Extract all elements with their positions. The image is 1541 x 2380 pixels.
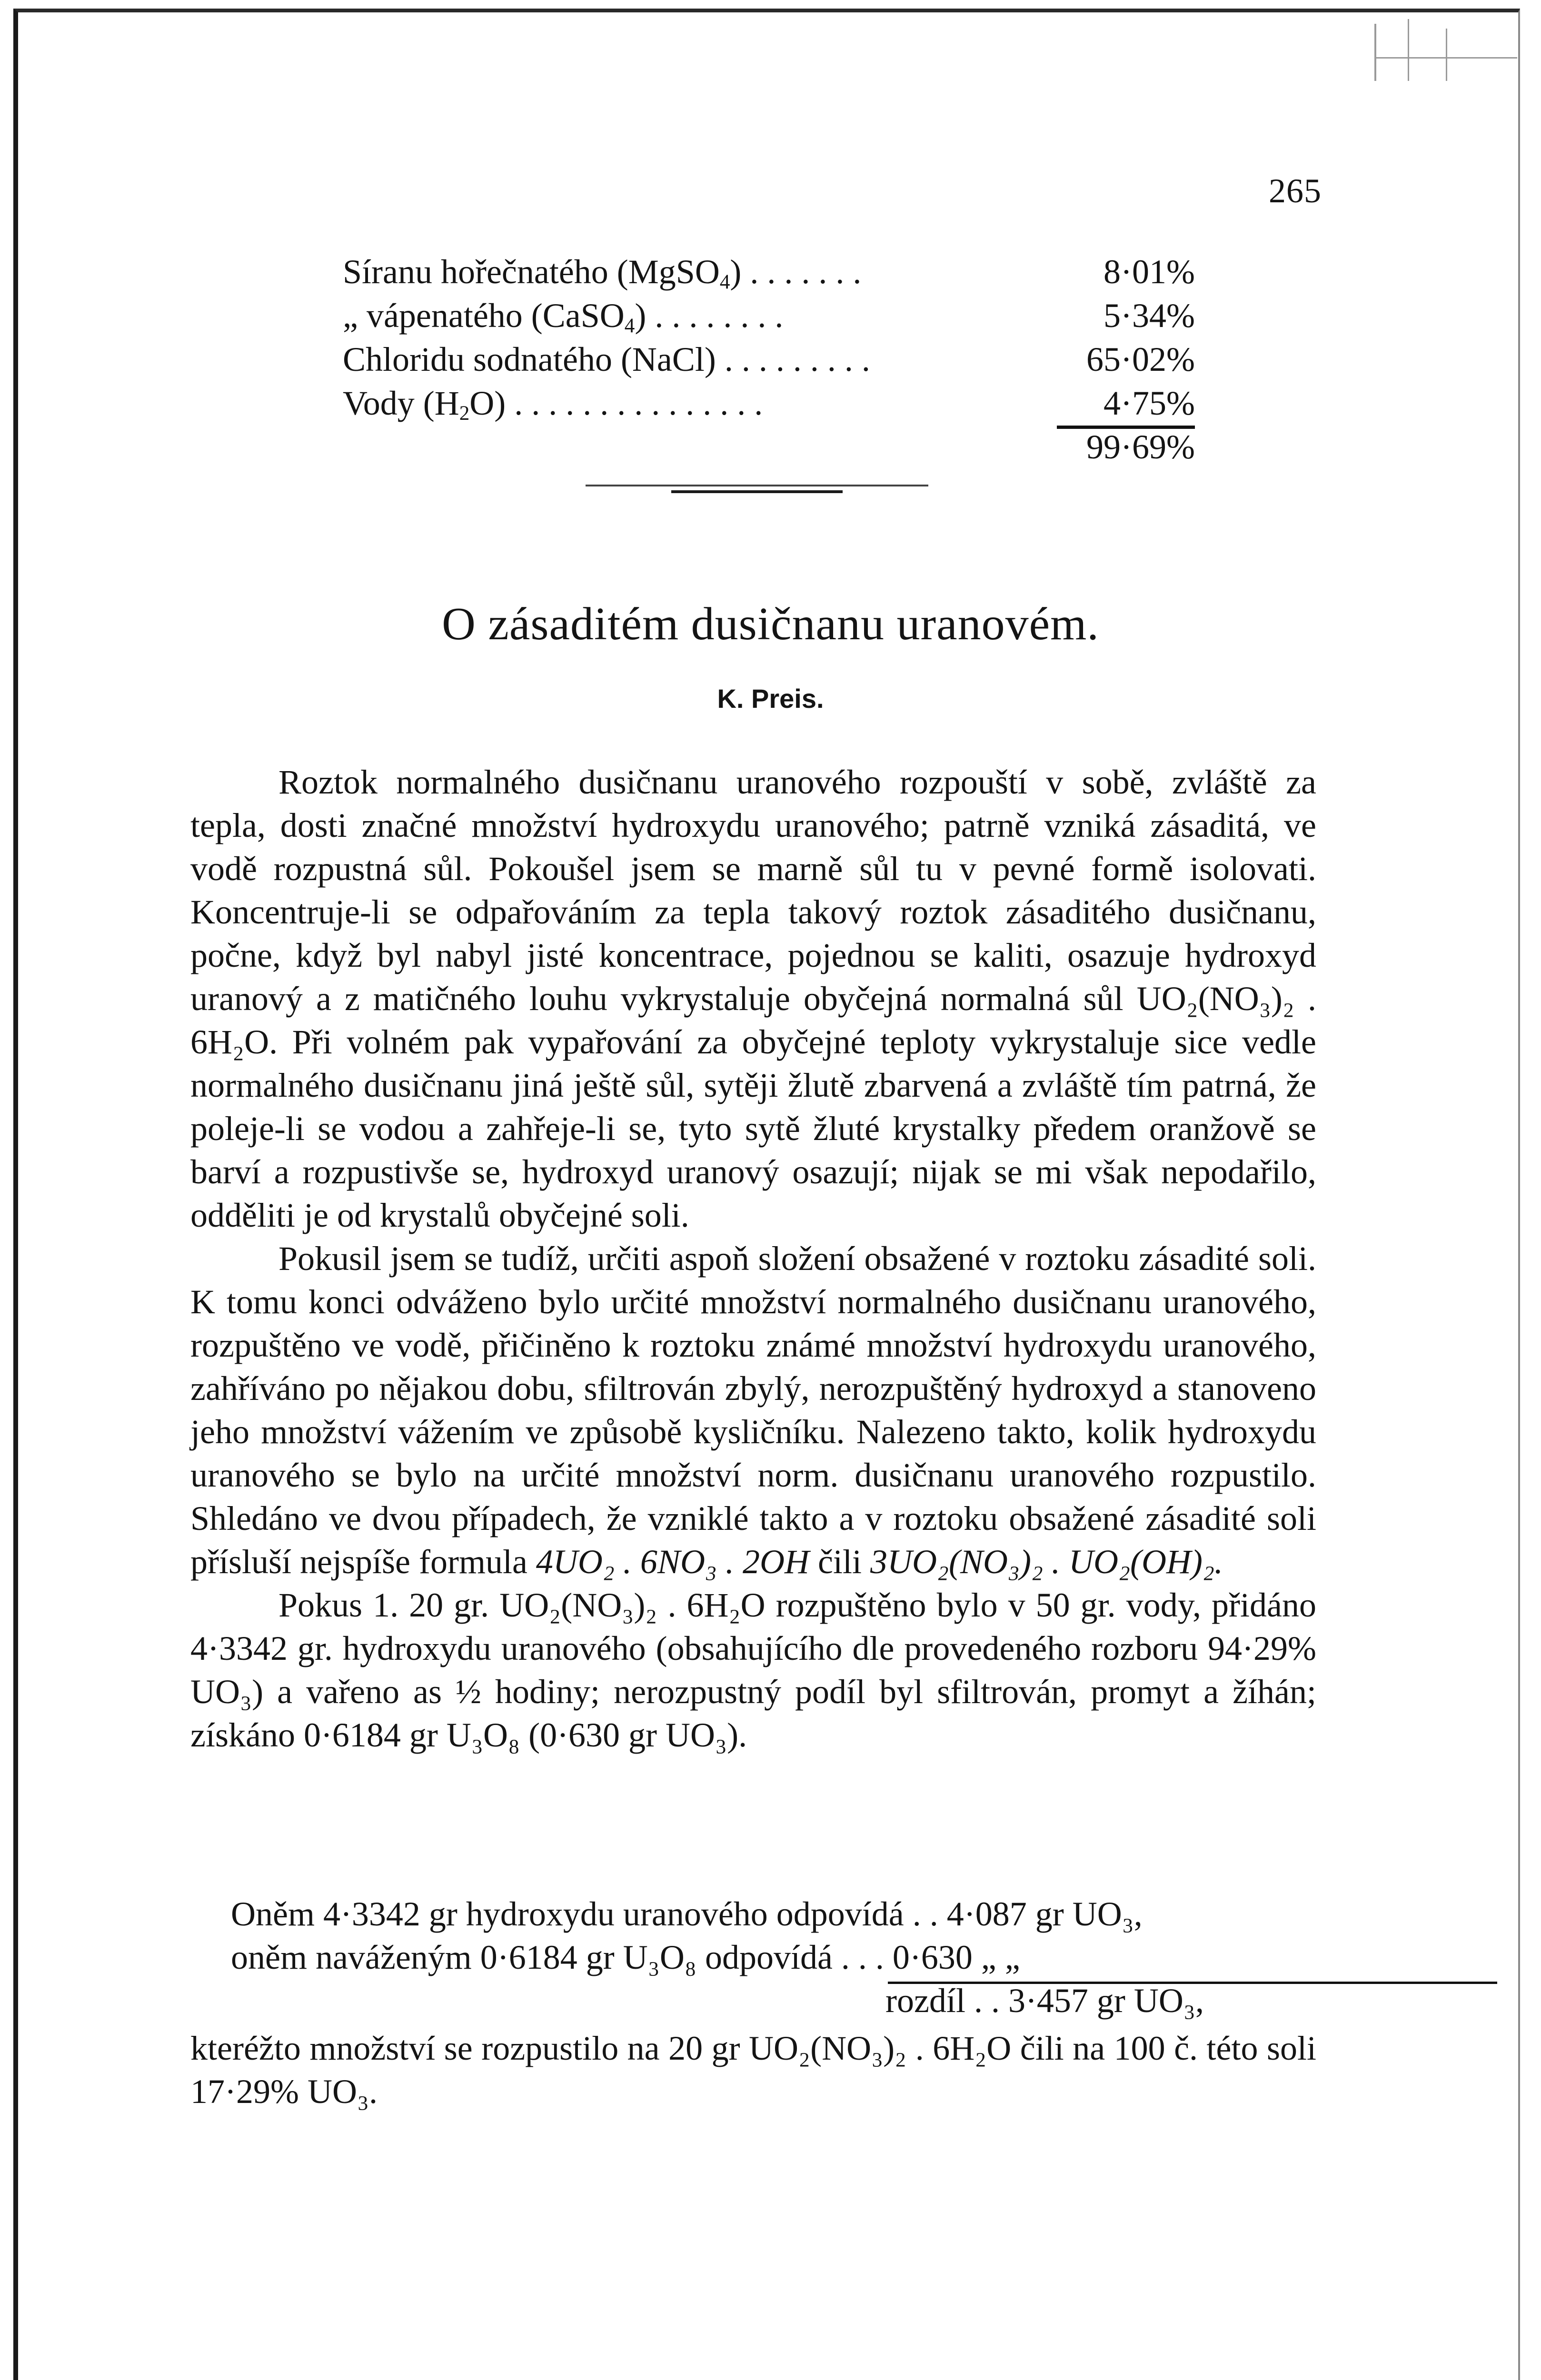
table-row-value: 4·75%	[1104, 384, 1195, 422]
article-title: O zásaditém dusičnanu uranovém.	[442, 598, 1099, 650]
table-row-label: Vody $(H_2O)$ . . . . . . . . . . . . . . .	[343, 384, 763, 425]
conclusion-paragraph: kteréžto množství se rozpustilo na 20 gr UO₂(NO₃)₂ . 6H₂O čili na 100 č. této soli 17·29% UO₃.	[190, 2029, 1316, 2111]
formula: 4UO₂ . 6NO₃ . 2OH	[536, 1543, 809, 1581]
calc-row: rozdíl . . 3·457 gr UO₃,	[885, 1982, 1204, 2020]
table-row-value: 65·02%	[1086, 340, 1195, 378]
article-body	[190, 761, 1316, 1757]
formula: 3UO₂(NO₃)₂ . UO₂(OH)₂.	[870, 1543, 1223, 1581]
table-row	[343, 340, 1195, 384]
corner-scan-marks	[1374, 10, 1517, 81]
paragraph: Pokus 1. 20 gr. UO₂(NO₃)₂ . 6H₂O rozpuštěno bylo v 50 gr. vody, přidáno 4·3342 gr. hydroxydu uranového (obsahujícího dle provedeného rozboru 94·29% UO₃) a vařeno as ½ hodiny; nerozpustný podíl byl sfiltrován, promyt a žíhán; získáno 0·6184 gr U₃O₈ (0·630 gr UO₃).	[190, 1586, 1316, 1754]
separator-rule	[671, 490, 843, 493]
paragraph: Roztok normalného dusičnanu uranového rozpouští v sobě, zvláště za tepla, dosti značné množství hydroxydu uranového; patrně vzniká zásaditá, ve vodě rozpustná sůl. Pokoušel jsem se marně sůl tu v pevné formě isolovati. Koncentruje-li se odpařováním za tepla takový roztok zásaditého dusičnanu, počne, když byl nabyl jisté koncentrace, pojednou se kaliti, osazuje hydroxyd uranový a z matičného louhu vykrystaluje obyčejná normalná sůl UO₂(NO₃)₂ . 6H₂O. Při volném pak vypařování za obyčejné teploty vykrystaluje sice vedle normalného dusičnanu jiná ještě sůl, sytěji žlutě zbarvená a zvláště tím patrná, že poleje-li se vodou a zahřeje-li se, tyto sytě žluté krystalky předem oranžově se barví a rozpustivše se, hydroxyd uranový osazují; nijak se mi však nepodařilo, odděliti je od krystalů obyčejné soli.	[190, 763, 1316, 1234]
article-author: K. Preis.	[717, 684, 824, 714]
paragraph: Pokusil jsem se tudíž, určiti aspoň složení obsažené v roztoku zásadité soli. K tomu konci odváženo bylo určité množství normalného dusičnanu uranového, rozpuštěno ve vodě, přičiněno k roztoku známé množství hydroxydu uranového, zahříváno po nějakou dobu, sfiltrován zbylý, nerozpuštěný hydroxyd a stanoveno jeho množství vážením ve způsobě kysličníku. Nalezeno takto, kolik hydroxydu uranového se bylo na určité množství norm. dusičnanu uranového rozpustilo. Shledáno ve dvou případech, že vzniklé takto a v roztoku obsažené zásadité soli přísluší nejspíše formula 4UO₂ . 6NO₃ . 2OH čili 3UO₂(NO₃)₂ . UO₂(OH)₂.	[190, 1240, 1316, 1581]
table-total: 99·69%	[1086, 428, 1195, 466]
separator-rule	[586, 485, 928, 486]
page-number: 265	[1269, 172, 1322, 210]
calculation-block	[190, 1894, 1316, 2023]
table-row	[343, 384, 1195, 427]
table-row-label: Chloridu sodnatého (NaCl) . . . . . . . . .	[343, 340, 870, 378]
table-row-label: Síranu hořečnatého (MgSO$_4$) . . . . . . .	[343, 253, 862, 293]
table-row-value: 5·34%	[1104, 297, 1195, 335]
table-total-row	[343, 427, 1195, 471]
composition-table	[343, 252, 1195, 471]
table-row-value: 8·01%	[1104, 253, 1195, 291]
calc-row: Oněm 4·3342 gr hydroxydu uranového odpovídá . . 4·087 gr UO₃,	[231, 1895, 1143, 1933]
table-row	[343, 296, 1195, 340]
table-row	[343, 252, 1195, 296]
calc-row: oněm naváženým 0·6184 gr U₃O₈ odpovídá . . . 0·630 „ „	[190, 1938, 1316, 1982]
table-row-label: „ vápenatého (CaSO$_4$) . . . . . . . .	[343, 297, 784, 337]
